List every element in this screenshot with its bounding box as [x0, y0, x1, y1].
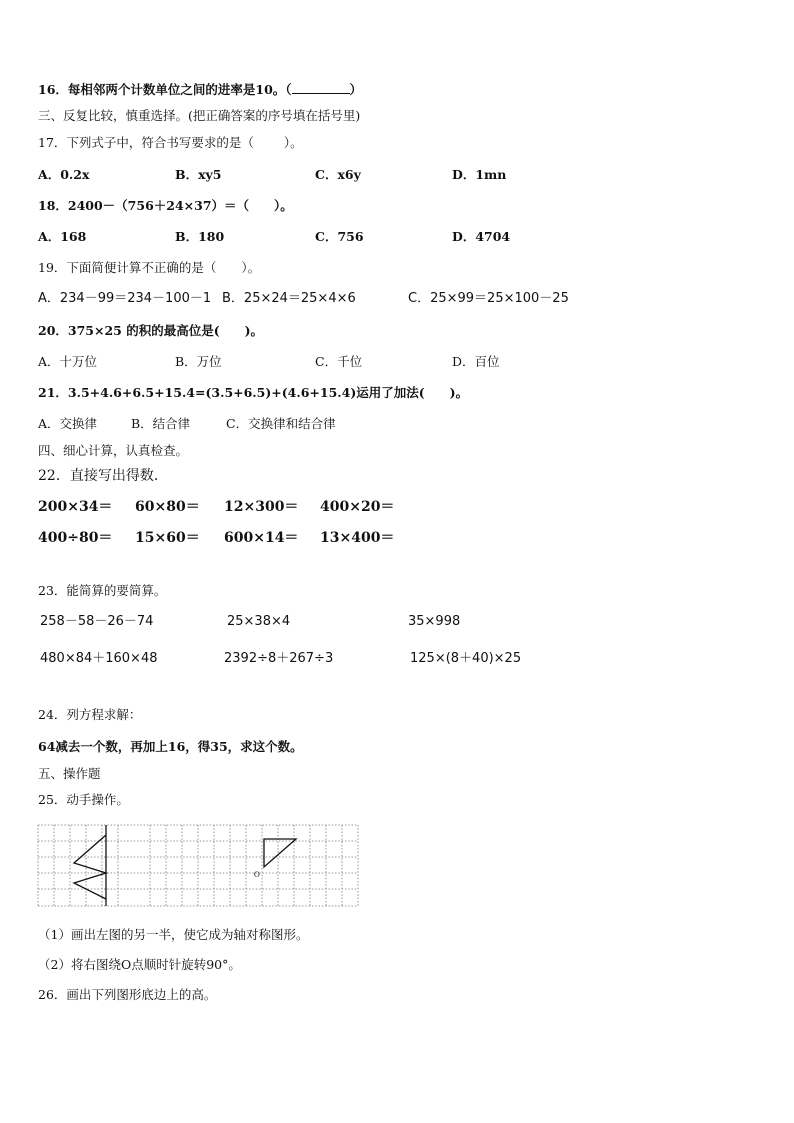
- q21-option-a[interactable]: A．交换律: [38, 416, 98, 431]
- q17-stem-end: ）。: [283, 135, 303, 150]
- q25-sub-1: （1）画出左图的另一半，使它成为轴对称图形。: [38, 927, 309, 942]
- q19-option-a[interactable]: A．234－99＝234－100－1: [38, 291, 212, 306]
- q22-item-5[interactable]: 400÷80＝: [38, 530, 113, 546]
- question-22: 22．直接写出得数．: [38, 468, 168, 484]
- section-5-heading: 五、操作题: [38, 766, 101, 781]
- question-24: 24．列方程求解：: [38, 707, 142, 722]
- question-19: 19．下面简便计算不正确的是（ ）。: [38, 260, 261, 275]
- question-16: [38, 82, 362, 98]
- q22-item-7[interactable]: 600×14＝: [224, 530, 299, 546]
- q20-option-a[interactable]: A．十万位: [38, 354, 98, 369]
- q23-item-6[interactable]: 125×(8＋40)×25: [410, 651, 522, 666]
- right-triangle-shape: [264, 839, 296, 867]
- question-25: 25．动手操作。: [38, 792, 129, 807]
- q22-item-6[interactable]: 15×60＝: [135, 530, 200, 546]
- q23-item-5[interactable]: 2392÷8＋267÷3: [224, 651, 334, 666]
- q22-item-3[interactable]: 12×300＝: [224, 499, 299, 515]
- q23-item-3[interactable]: 35×998: [408, 614, 461, 629]
- q19-option-c[interactable]: C．25×99＝25×100－25: [408, 291, 569, 306]
- question-23: 23．能简算的要简算。: [38, 583, 167, 598]
- q20-option-c[interactable]: C．千位: [315, 354, 363, 369]
- q18-option-c[interactable]: C．756: [315, 229, 364, 244]
- q22-item-2[interactable]: 60×80＝: [135, 499, 200, 515]
- q24-body: 64减去一个数，再加上16，得35，求这个数。: [38, 739, 303, 754]
- section-3-heading: 三、反复比较，慎重选择。(把正确答案的序号填在括号里): [38, 108, 361, 123]
- q25-sub-2: （2）将右图绕O点顺时针旋转90°。: [38, 957, 241, 972]
- question-17: [38, 135, 303, 151]
- q20-option-b[interactable]: B．万位: [175, 354, 222, 369]
- q16-text: 16．每相邻两个计数单位之间的进率是10。（: [38, 82, 292, 97]
- q23-item-2[interactable]: 25×38×4: [227, 614, 291, 629]
- question-18: 18．2400－（756＋24×37）＝（ ）。: [38, 198, 293, 213]
- q18-option-a[interactable]: A．168: [38, 229, 87, 244]
- q16-answer-blank[interactable]: [292, 82, 350, 94]
- q22-item-1[interactable]: 200×34＝: [38, 499, 113, 515]
- q22-item-8[interactable]: 13×400＝: [320, 530, 395, 546]
- q17-option-d[interactable]: D．1mn: [452, 167, 507, 182]
- point-o-label: O: [254, 870, 260, 879]
- q17-option-a[interactable]: A．0.2x: [38, 167, 90, 182]
- q23-item-1[interactable]: 258－58－26－74: [40, 614, 154, 629]
- q21-option-b[interactable]: B．结合律: [131, 416, 191, 431]
- section-4-heading: 四、细心计算，认真检查。: [38, 443, 189, 458]
- q17-option-c[interactable]: C．x6y: [315, 167, 361, 182]
- q25-grid-figure[interactable]: [36, 823, 360, 909]
- q18-option-d[interactable]: D．4704: [452, 229, 511, 244]
- dotted-grid: [38, 825, 358, 906]
- q21-option-c[interactable]: C．交换律和结合律: [226, 416, 336, 431]
- q18-option-b[interactable]: B．180: [175, 229, 225, 244]
- q22-item-4[interactable]: 400×20＝: [320, 499, 395, 515]
- q23-item-4[interactable]: 480×84＋160×48: [40, 651, 158, 666]
- question-26: 26．画出下列图形底边上的高。: [38, 987, 217, 1002]
- q19-option-b[interactable]: B．25×24＝25×4×6: [222, 291, 356, 306]
- q17-option-b[interactable]: B．xy5: [175, 167, 222, 182]
- question-21: 21．3.5+4.6+6.5+15.4=(3.5+6.5)+(4.6+15.4)运用了加法( )。: [38, 385, 469, 400]
- question-20: 20．375×25 的积的最高位是( )。: [38, 323, 264, 338]
- q20-option-d[interactable]: D．百位: [452, 354, 500, 369]
- left-half-shape: [74, 835, 106, 899]
- q17-stem: 17．下列式子中，符合书写要求的是（: [38, 135, 254, 150]
- q16-close: ）: [349, 82, 363, 97]
